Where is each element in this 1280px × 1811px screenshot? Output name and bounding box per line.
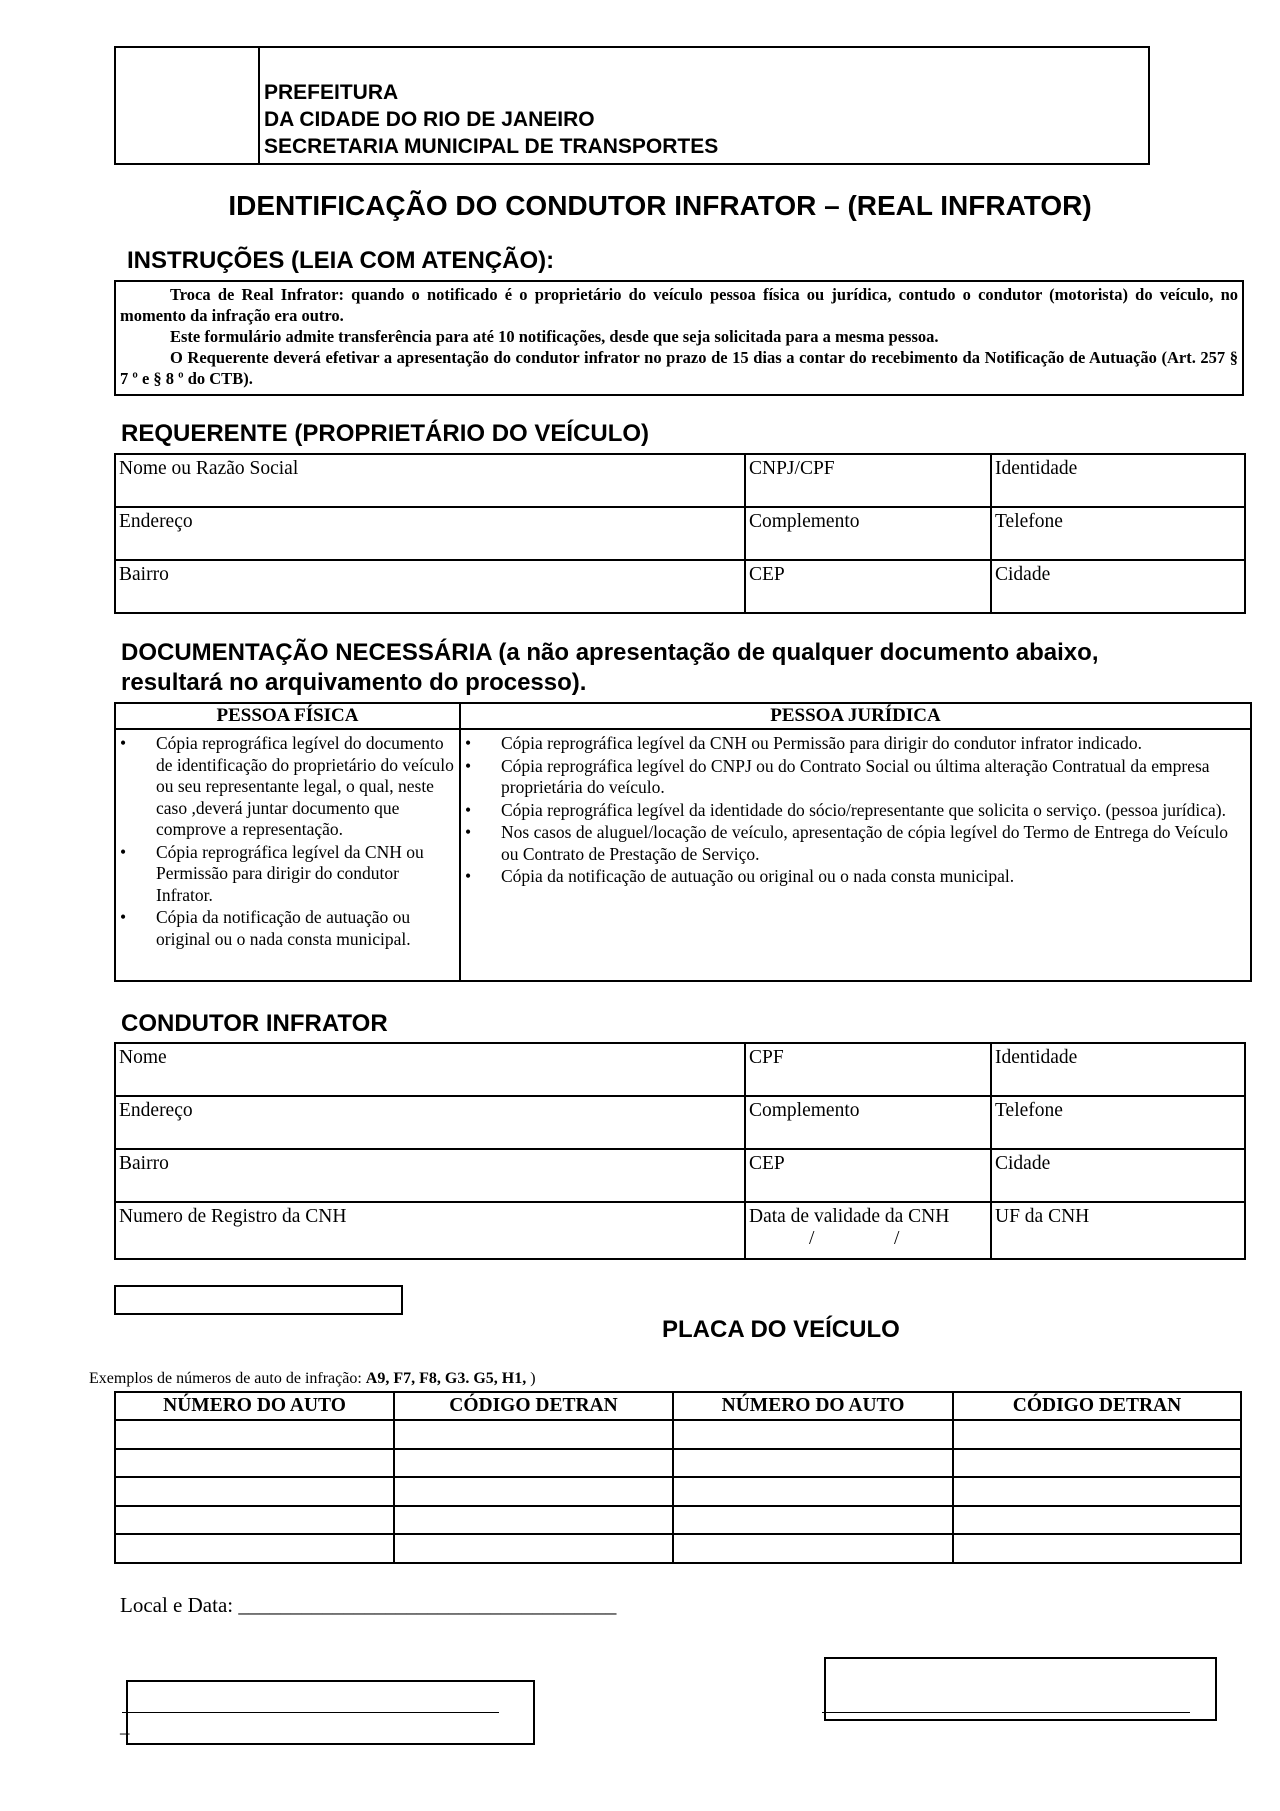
col-header-numero-auto: NÚMERO DO AUTO — [673, 1392, 953, 1420]
header-line-prefeitura: PREFEITURA — [264, 81, 399, 104]
autos-row — [115, 1477, 1241, 1506]
form-row — [115, 560, 1245, 613]
autos-table — [114, 1391, 1242, 1564]
autos-body — [115, 1420, 1241, 1563]
field-complemento[interactable]: Complemento — [745, 507, 991, 560]
condutor-heading: CONDUTOR INFRATOR — [121, 1010, 388, 1037]
field-cep[interactable]: CEP — [745, 1149, 991, 1202]
codigo-detran-cell[interactable] — [394, 1420, 673, 1449]
bullet-icon: • — [120, 907, 127, 927]
form-row — [115, 1096, 1245, 1149]
pessoa-juridica-item-text: Cópia reprográfica legível da CNH ou Permissão para dirigir do condutor infrator indicado. — [501, 733, 1142, 753]
autos-row — [115, 1449, 1241, 1478]
field-nome[interactable]: Nome — [115, 1043, 745, 1096]
instruction-paragraph: Este formulário admite transferência para até 10 notificações, desde que seja solicitada para a mesma pessoa. — [170, 327, 939, 346]
pessoa-juridica-item-text: Cópia reprográfica legível do CNPJ ou do Contrato Social ou última alteração Contratual da empresa proprietária do veículo. — [501, 755, 1210, 797]
bullet-icon: • — [120, 733, 127, 753]
field-identidade[interactable]: Identidade — [991, 1043, 1245, 1096]
documentacao-table — [114, 702, 1252, 982]
pessoa-juridica-item — [463, 866, 1248, 888]
field-bairro[interactable]: Bairro — [115, 1149, 745, 1202]
numero-auto-cell[interactable] — [115, 1477, 394, 1506]
date-slashes — [749, 1228, 987, 1250]
pessoa-fisica-item-text: Cópia da notificação de autuação ou original ou o nada consta municipal. — [156, 907, 411, 949]
examples-line — [89, 1370, 536, 1388]
header-text — [264, 79, 718, 160]
codigo-detran-cell[interactable] — [394, 1477, 673, 1506]
documentacao-heading-line: resultará no arquivamento do processo). — [121, 669, 587, 696]
date-slash: / — [894, 1228, 900, 1249]
numero-auto-cell[interactable] — [115, 1534, 394, 1563]
pessoa-fisica-list — [118, 733, 457, 950]
examples-suffix: ) — [530, 1370, 536, 1387]
local-data-line — [120, 1593, 616, 1618]
col-header-pessoa-juridica: PESSOA JURÍDICA — [460, 703, 1251, 729]
pessoa-fisica-item-text: Cópia reprográfica legível da CNH ou Permissão para dirigir do condutor Infrator. — [156, 841, 424, 905]
numero-auto-cell[interactable] — [673, 1477, 953, 1506]
field-endereco[interactable]: Endereço — [115, 1096, 745, 1149]
field-nome-razao-social[interactable]: Nome ou Razão Social — [115, 454, 745, 507]
document-title: IDENTIFICAÇÃO DO CONDUTOR INFRATOR – (REAL INFRATOR) — [228, 190, 1092, 221]
field-endereco[interactable]: Endereço — [115, 507, 745, 560]
numero-auto-cell[interactable] — [673, 1420, 953, 1449]
field-telefone[interactable]: Telefone — [991, 1096, 1245, 1149]
autos-row — [115, 1534, 1241, 1563]
condutor-form — [114, 1042, 1246, 1260]
col-header-codigo-detran: CÓDIGO DETRAN — [953, 1392, 1241, 1420]
instruction-paragraph: O Requerente deverá efetivar a apresentação do condutor infrator no prazo de 15 dias a contar do recebimento da Notificação de Autuação (Art. 257 § 7 º e § 8 º do CTB). — [120, 348, 1238, 388]
col-header-numero-auto: NÚMERO DO AUTO — [115, 1392, 394, 1420]
field-data-validade-label: Data de validade da CNH — [749, 1206, 950, 1227]
form-row — [115, 507, 1245, 560]
field-uf-cnh[interactable]: UF da CNH — [991, 1202, 1245, 1259]
codigo-detran-cell[interactable] — [394, 1534, 673, 1563]
date-slash: / — [809, 1228, 815, 1249]
pessoa-fisica-item — [118, 907, 457, 950]
logo-placeholder — [116, 48, 260, 163]
pessoa-juridica-item — [463, 756, 1248, 799]
codigo-detran-cell[interactable] — [953, 1534, 1241, 1563]
codigo-detran-cell[interactable] — [953, 1420, 1241, 1449]
codigo-detran-cell[interactable] — [953, 1477, 1241, 1506]
pessoa-juridica-item-text: Cópia reprográfica legível da identidade do sócio/representante que solicita o serviço. (pessoa jurídica). — [501, 799, 1227, 820]
field-cidade[interactable]: Cidade — [991, 1149, 1245, 1202]
bullet-icon: • — [465, 755, 472, 776]
field-numero-registro-cnh[interactable]: Numero de Registro da CNH — [115, 1202, 745, 1259]
field-identidade[interactable]: Identidade — [991, 454, 1245, 507]
header-line-secretaria: SECRETARIA MUNICIPAL DE TRANSPORTES — [264, 135, 719, 158]
local-data-blank[interactable]: ____________________________________ — [238, 1593, 617, 1617]
pessoa-juridica-item — [463, 733, 1248, 755]
pessoa-juridica-list — [463, 733, 1248, 888]
requerente-heading: REQUERENTE (PROPRIETÁRIO DO VEÍCULO) — [121, 420, 650, 447]
form-row — [115, 454, 1245, 507]
codigo-detran-cell[interactable] — [953, 1506, 1241, 1535]
autos-row — [115, 1420, 1241, 1449]
col-header-codigo-detran: CÓDIGO DETRAN — [394, 1392, 673, 1420]
codigo-detran-cell[interactable] — [394, 1449, 673, 1478]
codigo-detran-cell[interactable] — [953, 1449, 1241, 1478]
requerente-form — [114, 453, 1246, 614]
numero-auto-cell[interactable] — [115, 1420, 394, 1449]
codigo-detran-cell[interactable] — [394, 1506, 673, 1535]
field-cnpj-cpf[interactable]: CNPJ/CPF — [745, 454, 991, 507]
documentacao-heading-line: DOCUMENTAÇÃO NECESSÁRIA (a não apresentação de qualquer documento abaixo, — [121, 639, 1099, 666]
field-bairro[interactable]: Bairro — [115, 560, 745, 613]
form-row — [115, 1149, 1245, 1202]
documentacao-heading — [121, 638, 1098, 698]
col-header-pessoa-fisica: PESSOA FÍSICA — [115, 703, 460, 729]
pessoa-fisica-item — [118, 733, 457, 841]
header-box — [114, 46, 1150, 165]
instructions-heading: INSTRUÇÕES (LEIA COM ATENÇÃO): — [127, 247, 555, 274]
documentacao-header-row — [115, 703, 1251, 729]
examples-codes: A9, F7, F8, G3. G5, H1, — [365, 1370, 527, 1387]
pessoa-juridica-item — [463, 800, 1248, 822]
pessoa-juridica-item-text: Cópia da notificação de autuação ou original ou o nada consta municipal. — [501, 866, 1015, 886]
examples-prefix: Exemplos de números de auto de infração: — [89, 1370, 366, 1387]
pessoa-juridica-list-cell — [460, 729, 1251, 981]
instruction-paragraph: Troca de Real Infrator: quando o notificado é o proprietário do veículo pessoa física ou jurídica, contudo o condutor (motorista) do veículo, no momento da infração era outro. — [120, 285, 1238, 325]
autos-row — [115, 1506, 1241, 1535]
form-row — [115, 1043, 1245, 1096]
field-complemento[interactable]: Complemento — [745, 1096, 991, 1149]
pessoa-juridica-item-text: Nos casos de aluguel/locação de veículo, apresentação de cópia legível do Termo de Entrega do Veículo ou Contrato de Prestação de Serviço. — [501, 822, 1229, 864]
bullet-icon: • — [465, 733, 472, 753]
form-row — [115, 1202, 1245, 1259]
field-cep[interactable]: CEP — [745, 560, 991, 613]
pessoa-fisica-item — [118, 842, 457, 907]
signature-line-left — [122, 1712, 499, 1713]
autos-header-row — [115, 1392, 1241, 1420]
placa-input-box[interactable] — [114, 1285, 403, 1315]
bullet-icon: • — [120, 841, 127, 862]
field-cpf[interactable]: CPF — [745, 1043, 991, 1096]
bullet-icon: • — [465, 866, 472, 886]
placa-heading: PLACA DO VEÍCULO — [662, 1316, 900, 1343]
documentacao-body-row — [115, 729, 1251, 981]
bullet-icon: • — [465, 799, 472, 820]
numero-auto-cell[interactable] — [115, 1449, 394, 1478]
signature-left-dash: _ — [120, 1716, 130, 1737]
pessoa-fisica-item-text: Cópia reprográfica legível do documento de identificação do proprietário do veículo ou seu representante legal, o qual, neste caso ,deverá juntar documento que comprove a representação. — [156, 733, 454, 839]
numero-auto-cell[interactable] — [673, 1506, 953, 1535]
instructions-box — [114, 280, 1244, 396]
field-cidade[interactable]: Cidade — [991, 560, 1245, 613]
numero-auto-cell[interactable] — [673, 1534, 953, 1563]
field-data-validade-cnh[interactable] — [745, 1202, 991, 1259]
numero-auto-cell[interactable] — [115, 1506, 394, 1535]
bullet-icon: • — [465, 822, 472, 842]
header-line-cidade: DA CIDADE DO RIO DE JANEIRO — [264, 108, 595, 131]
local-data-label: Local e Data: — [120, 1593, 234, 1617]
pessoa-fisica-list-cell — [115, 729, 460, 981]
field-telefone[interactable]: Telefone — [991, 507, 1245, 560]
pessoa-juridica-item — [463, 822, 1248, 865]
numero-auto-cell[interactable] — [673, 1449, 953, 1478]
signature-line-right — [822, 1712, 1190, 1713]
